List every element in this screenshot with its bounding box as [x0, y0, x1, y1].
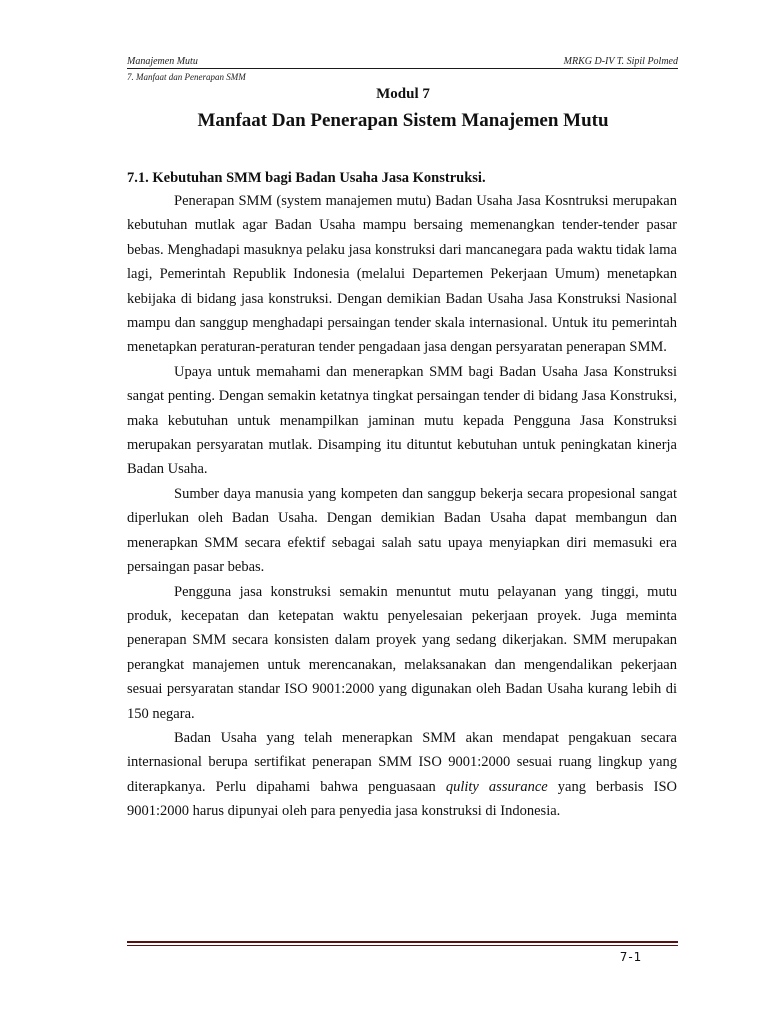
- paragraph-3: Sumber daya manusia yang kompeten dan sanggup bekerja secara propesional sangat diperlukan oleh Badan Usaha. Dengan demikian Badan Usaha dapat membangun dan menerapkan SMM secara efektif sebagai salah satu upaya menyiapkan diri memasuki era persaingan pasar bebas.: [127, 485, 677, 576]
- footer-divider-thin: [127, 945, 678, 946]
- module-label: Modul 7: [376, 86, 430, 102]
- running-header: [127, 56, 678, 67]
- header-program: MRKG D-IV T. Sipil Polmed: [563, 56, 678, 67]
- header-chapter: 7. Manfaat dan Penerapan SMM: [127, 72, 246, 82]
- header-course-title: Manajemen Mutu: [127, 56, 198, 67]
- footer-divider-thick: [127, 941, 678, 943]
- paragraph-2: Upaya untuk memahami dan menerapkan SMM bagi Badan Usaha Jasa Konstruksi sangat penting. Dengan semakin ketatnya tingkat persaingan tender di bidang Jasa Konstruksi, maka kebutuhan untuk menampilkan jaminan mutu kepada Pengguna Jasa Konstruksi merupakan persyaratan mutlak. Disamping itu dituntut kebutuhan untuk peningkatan kinerja Badan Usaha.: [127, 363, 677, 478]
- page-number: 7-1: [619, 950, 643, 964]
- paragraph-1: Penerapan SMM (system manajemen mutu) Badan Usaha Jasa Kosntruksi merupakan kebutuhan mutlak agar Badan Usaha mampu bersaing memenangkan tender-tender pasar bebas. Menghadapi masuknya pelaku jasa konstruksi dari mancanegara pada waktu tidak lama lagi, Pemerintah Republik Indonesia (melalui Departemen Pekerjaan Umum) menetapkan kebijaka di bidang jasa konstruksi. Dengan demikian Badan Usaha Jasa Konstruksi Nasional mampu dan sanggup menghadapi persaingan tender skala internasional. Untuk itu pemerintah menetapkan peraturan-peraturan tender pengadaan jasa dengan persyaratan penerapan SMM.: [127, 193, 677, 356]
- header-divider: [127, 68, 678, 69]
- section-heading: 7.1. Kebutuhan SMM bagi Badan Usaha Jasa Konstruksi.: [127, 170, 486, 186]
- body-text: [127, 189, 677, 824]
- paragraph-5-text-after: yang berbasis ISO 9001:2000 harus dipunyai oleh para penyedia jasa konstruksi di Indonesia.: [127, 778, 677, 820]
- paragraph-5: [127, 726, 677, 824]
- paragraph-5-text-before: Badan Usaha yang telah menerapkan SMM akan mendapat pengakuan secara internasional berupa sertifikat penerapan SMM ISO 9001:2000 sesuai ruang lingkup yang diterapkanya. Perlu dipahami bahwa penguasaan: [127, 729, 677, 795]
- page-title: Manfaat Dan Penerapan Sistem Manajemen Mutu: [197, 110, 609, 131]
- paragraph-4: Pengguna jasa konstruksi semakin menuntut mutu pelayanan yang tinggi, mutu produk, kecepatan dan ketepatan waktu penyelesaian pekerjaan proyek. Juga meminta penerapan SMM secara konsisten dalam proyek yang sedang dikerjakan. SMM merupakan perangkat manajemen untuk merencanakan, melaksanakan dan mengendalikan pekerjaan sesuai persyaratan standar ISO 9001:2000 yang digunakan oleh Badan Usaha kurang lebih di 150 negara.: [127, 583, 677, 722]
- paragraph-5-emphasis: qulity assurance: [445, 778, 548, 795]
